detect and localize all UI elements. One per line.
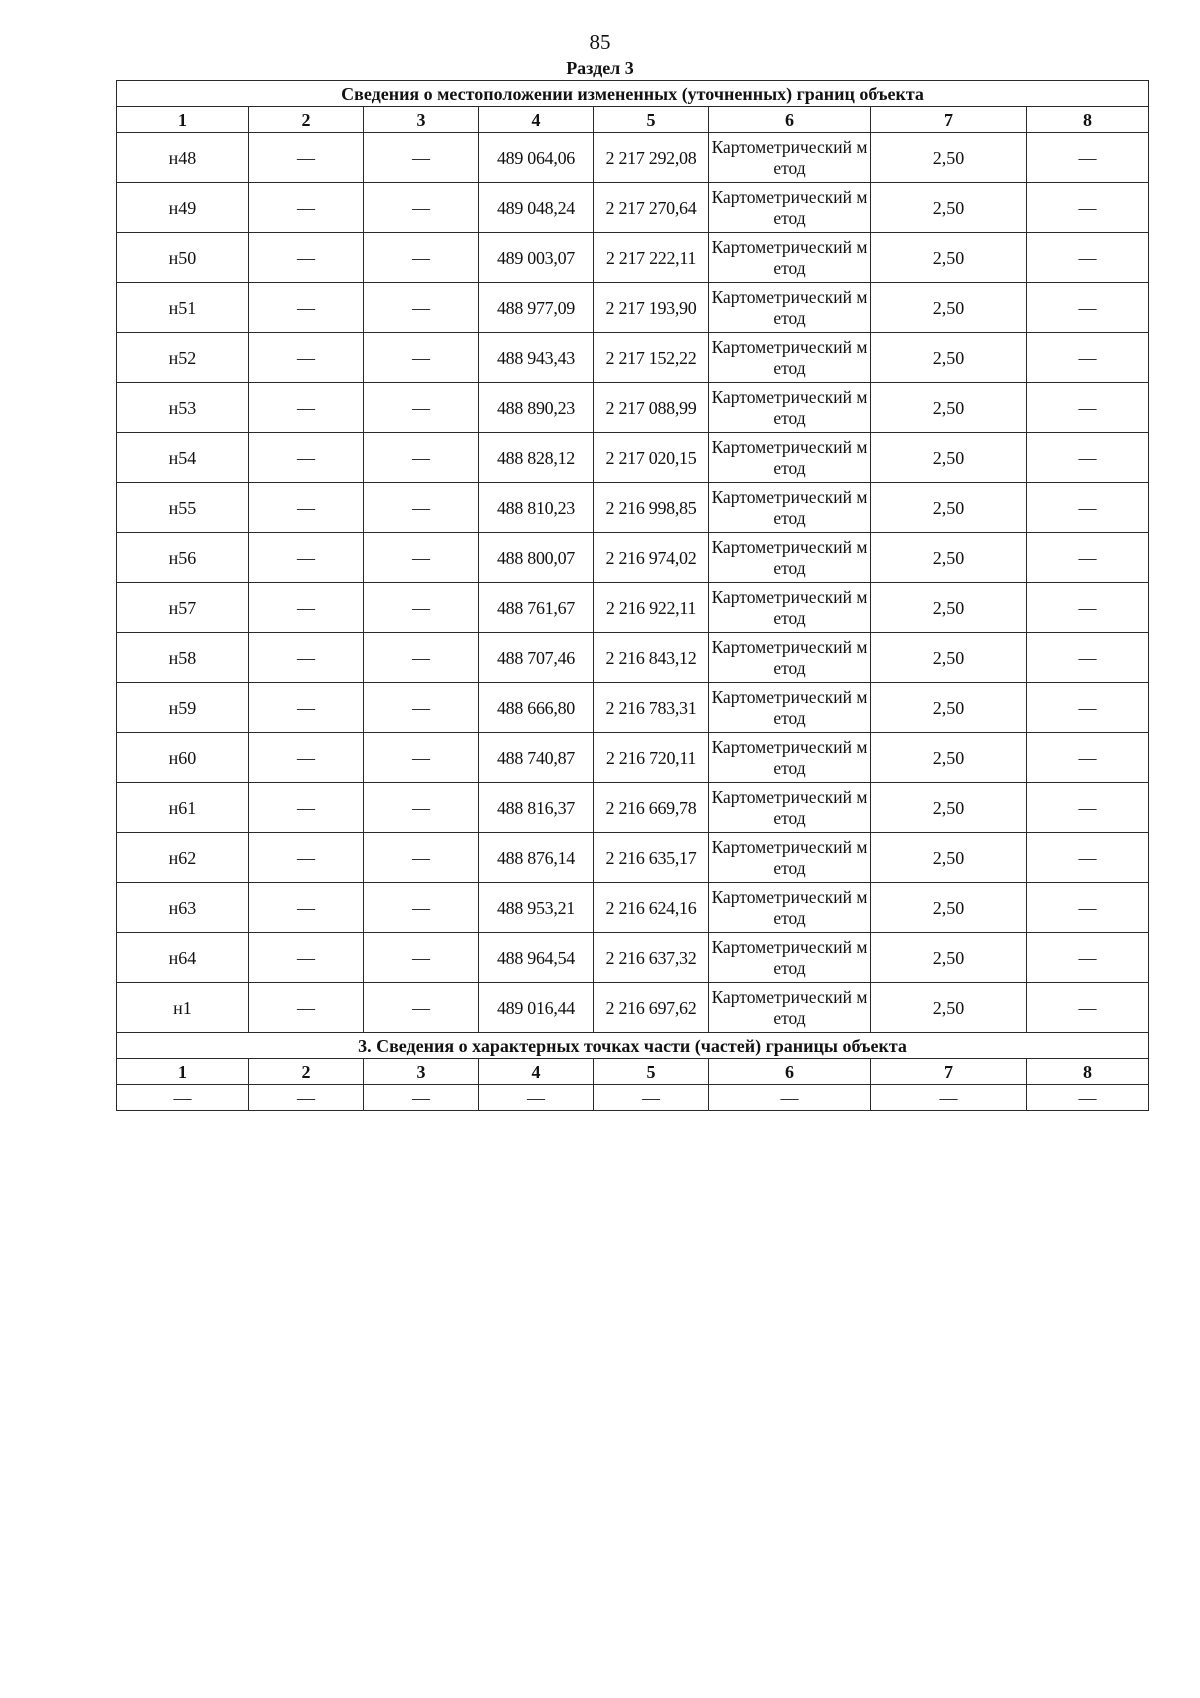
table-cell-col-4: 4 [479,107,594,133]
table-cell-col-6: Картометрический метод [709,533,871,583]
table-row [117,583,1149,633]
boundary-table [116,80,1149,1111]
table-row [117,883,1149,933]
table-cell-col-7: 2,50 [871,133,1027,183]
table-cell-col-5: 2 217 152,22 [594,333,709,383]
table-cell-col-4: 488 977,09 [479,283,594,333]
table-cell-col-4: — [479,1085,594,1111]
subsection-caption-row [117,1033,1149,1059]
table-cell-col-1: н53 [117,383,249,433]
table-cell-col-1: н55 [117,483,249,533]
table-cell-col-3: — [364,1085,479,1111]
table-cell-col-1: 1 [117,107,249,133]
table-cell-col-8: — [1027,883,1149,933]
table-cell-col-4: 488 828,12 [479,433,594,483]
table-cell-col-2: — [249,633,364,683]
table-cell-col-7: 2,50 [871,533,1027,583]
table-cell-col-8: — [1027,1085,1149,1111]
table-cell-col-3: — [364,783,479,833]
table-cell-col-3: — [364,233,479,283]
table-cell-col-1: н60 [117,733,249,783]
table-cell-col-3: — [364,983,479,1033]
table-row [117,433,1149,483]
table-row [117,233,1149,283]
table-cell-col-4: 489 003,07 [479,233,594,283]
table-cell-col-3: 3 [364,107,479,133]
table-cell-col-4: 488 740,87 [479,733,594,783]
table-cell-col-2: 2 [249,1059,364,1085]
table-cell-col-6: Картометрический метод [709,983,871,1033]
table-cell-col-4: 488 890,23 [479,383,594,433]
table-cell-col-2: — [249,133,364,183]
table-cell-col-7: 2,50 [871,633,1027,683]
table-cell-col-2: — [249,283,364,333]
table-cell-col-8: — [1027,483,1149,533]
table-cell-col-5: — [594,1085,709,1111]
table-cell-col-5: 2 216 697,62 [594,983,709,1033]
table-cell-col-1: н62 [117,833,249,883]
table-cell-col-6: Картометрический метод [709,783,871,833]
table-cell-col-7: 2,50 [871,883,1027,933]
table-cell-col-2: — [249,1085,364,1111]
table-cell-col-7: 2,50 [871,383,1027,433]
table-cell-col-8: 8 [1027,1059,1149,1085]
table-cell-col-5: 2 216 783,31 [594,683,709,733]
table-cell-col-7: 2,50 [871,733,1027,783]
table-cell-col-1: н50 [117,233,249,283]
table-cell-col-4: 488 964,54 [479,933,594,983]
table-row [117,633,1149,683]
table-caption-row [117,81,1149,107]
table-cell-col-4: 488 800,07 [479,533,594,583]
table-cell-col-8: — [1027,633,1149,683]
table-cell-col-4: 488 810,23 [479,483,594,533]
table-cell-col-5: 2 216 720,11 [594,733,709,783]
table-row [117,133,1149,183]
table-cell-col-1: н1 [117,983,249,1033]
table-cell-col-8: — [1027,733,1149,783]
table-cell-col-7: — [871,1085,1027,1111]
section-title: Раздел 3 [566,58,634,78]
table-cell-col-6: Картометрический метод [709,233,871,283]
table-row [117,533,1149,583]
table-cell-col-8: — [1027,783,1149,833]
table-cell-col-6: Картометрический метод [709,283,871,333]
table-cell-col-5: 2 217 088,99 [594,383,709,433]
table-cell-col-4: 489 064,06 [479,133,594,183]
table-cell-col-5: 2 216 974,02 [594,533,709,583]
table-cell-col-2: — [249,333,364,383]
table-cell-col-5: 2 217 193,90 [594,283,709,333]
table-cell-col-6: 6 [709,1059,871,1085]
table-row [117,833,1149,883]
table-cell-col-4: 488 707,46 [479,633,594,683]
table-cell-col-1: н63 [117,883,249,933]
table-cell-col-2: — [249,383,364,433]
table-cell-col-5: 2 217 270,64 [594,183,709,233]
table-row [117,383,1149,433]
subsection-column-header-row [117,1059,1149,1085]
table-cell-col-6: Картометрический метод [709,883,871,933]
table-cell-col-5: 2 217 292,08 [594,133,709,183]
table-cell-col-4: 4 [479,1059,594,1085]
table-cell-col-7: 2,50 [871,483,1027,533]
table-cell-col-8: — [1027,533,1149,583]
table-cell-col-3: 3 [364,1059,479,1085]
table-cell-col-5: 2 216 922,11 [594,583,709,633]
table-cell-col-8: — [1027,183,1149,233]
table-cell-col-3: — [364,933,479,983]
table-cell-col-6: Картометрический метод [709,333,871,383]
table-cell-col-1: 1 [117,1059,249,1085]
table-cell-col-4: 488 876,14 [479,833,594,883]
subsection-caption: 3. Сведения о характерных точках части (частей) границы объекта [117,1033,1149,1059]
table-cell-col-5: 2 216 635,17 [594,833,709,883]
table-cell-col-2: — [249,233,364,283]
table-cell-col-4: 488 953,21 [479,883,594,933]
table-cell-col-1: н61 [117,783,249,833]
table-cell-col-4: 488 943,43 [479,333,594,383]
table-cell-col-1: н56 [117,533,249,583]
table-cell-col-8: — [1027,833,1149,883]
table-cell-col-6: Картометрический метод [709,733,871,783]
table-cell-col-7: 2,50 [871,583,1027,633]
table-cell-col-6: Картометрический метод [709,433,871,483]
table-cell-col-8: — [1027,233,1149,283]
table-cell-col-1: н54 [117,433,249,483]
table-cell-col-8: — [1027,683,1149,733]
table-cell-col-3: — [364,733,479,783]
table-cell-col-3: — [364,333,479,383]
table-cell-col-3: — [364,433,479,483]
table-cell-col-7: 2,50 [871,333,1027,383]
table-cell-col-4: 488 666,80 [479,683,594,733]
table-cell-col-7: 2,50 [871,683,1027,733]
table-cell-col-5: 2 216 998,85 [594,483,709,533]
table-cell-col-1: н59 [117,683,249,733]
table-cell-col-6: Картометрический метод [709,583,871,633]
table-row [117,683,1149,733]
table-cell-col-6: Картометрический метод [709,633,871,683]
table-cell-col-6: Картометрический метод [709,383,871,433]
table-cell-col-6: Картометрический метод [709,683,871,733]
table-cell-col-2: — [249,783,364,833]
table-cell-col-2: — [249,683,364,733]
column-header-row [117,107,1149,133]
table-cell-col-1: н58 [117,633,249,683]
table-cell-col-8: — [1027,433,1149,483]
table-cell-col-2: 2 [249,107,364,133]
table-cell-col-6: Картометрический метод [709,833,871,883]
table-cell-col-8: — [1027,333,1149,383]
table-row [117,483,1149,533]
table-cell-col-8: 8 [1027,107,1149,133]
table-cell-col-4: 489 016,44 [479,983,594,1033]
table-cell-col-5: 2 216 669,78 [594,783,709,833]
table-row [117,733,1149,783]
table-cell-col-3: — [364,633,479,683]
table-cell-col-4: 489 048,24 [479,183,594,233]
table-cell-col-6: — [709,1085,871,1111]
table-cell-col-8: — [1027,383,1149,433]
table-cell-col-8: — [1027,583,1149,633]
table-cell-col-5: 5 [594,107,709,133]
table-cell-col-2: — [249,583,364,633]
table-cell-col-2: — [249,433,364,483]
table-cell-col-7: 2,50 [871,783,1027,833]
table-cell-col-3: — [364,883,479,933]
subsection-table-row [117,1085,1149,1111]
table-cell-col-7: 2,50 [871,933,1027,983]
table-cell-col-2: — [249,983,364,1033]
table-cell-col-7: 2,50 [871,283,1027,333]
table-cell-col-1: — [117,1085,249,1111]
table-cell-col-3: — [364,833,479,883]
table-row [117,983,1149,1033]
table-cell-col-5: 2 216 637,32 [594,933,709,983]
table-cell-col-1: н52 [117,333,249,383]
table-cell-col-8: — [1027,283,1149,333]
table-cell-col-2: — [249,483,364,533]
table-cell-col-3: — [364,583,479,633]
table-cell-col-6: Картометрический метод [709,483,871,533]
table-row [117,333,1149,383]
table-cell-col-1: н57 [117,583,249,633]
table-cell-col-8: — [1027,983,1149,1033]
table-cell-col-1: н49 [117,183,249,233]
table-cell-col-3: — [364,533,479,583]
table-cell-col-6: Картометрический метод [709,933,871,983]
table-row [117,183,1149,233]
table-cell-col-4: 488 816,37 [479,783,594,833]
table-cell-col-8: — [1027,133,1149,183]
table-cell-col-7: 7 [871,107,1027,133]
table-cell-col-7: 7 [871,1059,1027,1085]
table-cell-col-3: — [364,183,479,233]
table-cell-col-2: — [249,883,364,933]
table-row [117,933,1149,983]
table-cell-col-3: — [364,283,479,333]
table-caption: Сведения о местоположении измененных (уточненных) границ объекта [117,81,1149,107]
table-cell-col-5: 2 217 020,15 [594,433,709,483]
table-cell-col-5: 2 217 222,11 [594,233,709,283]
table-cell-col-5: 5 [594,1059,709,1085]
table-cell-col-2: — [249,733,364,783]
table-cell-col-7: 2,50 [871,433,1027,483]
page-number: 85 [589,30,611,54]
table-cell-col-4: 488 761,67 [479,583,594,633]
table-row [117,783,1149,833]
table-cell-col-5: 2 216 843,12 [594,633,709,683]
table-cell-col-2: — [249,183,364,233]
table-cell-col-7: 2,50 [871,183,1027,233]
table-cell-col-7: 2,50 [871,233,1027,283]
table-cell-col-1: н64 [117,933,249,983]
table-cell-col-2: — [249,933,364,983]
table-cell-col-7: 2,50 [871,833,1027,883]
table-cell-col-6: Картометрический метод [709,183,871,233]
table-cell-col-8: — [1027,933,1149,983]
table-cell-col-3: — [364,133,479,183]
table-cell-col-6: 6 [709,107,871,133]
table-cell-col-3: — [364,483,479,533]
table-cell-col-5: 2 216 624,16 [594,883,709,933]
table-cell-col-2: — [249,833,364,883]
table-cell-col-6: Картометрический метод [709,133,871,183]
table-cell-col-1: н51 [117,283,249,333]
table-row [117,283,1149,333]
table-cell-col-3: — [364,683,479,733]
table-cell-col-3: — [364,383,479,433]
table-cell-col-1: н48 [117,133,249,183]
table-cell-col-7: 2,50 [871,983,1027,1033]
table-cell-col-2: — [249,533,364,583]
